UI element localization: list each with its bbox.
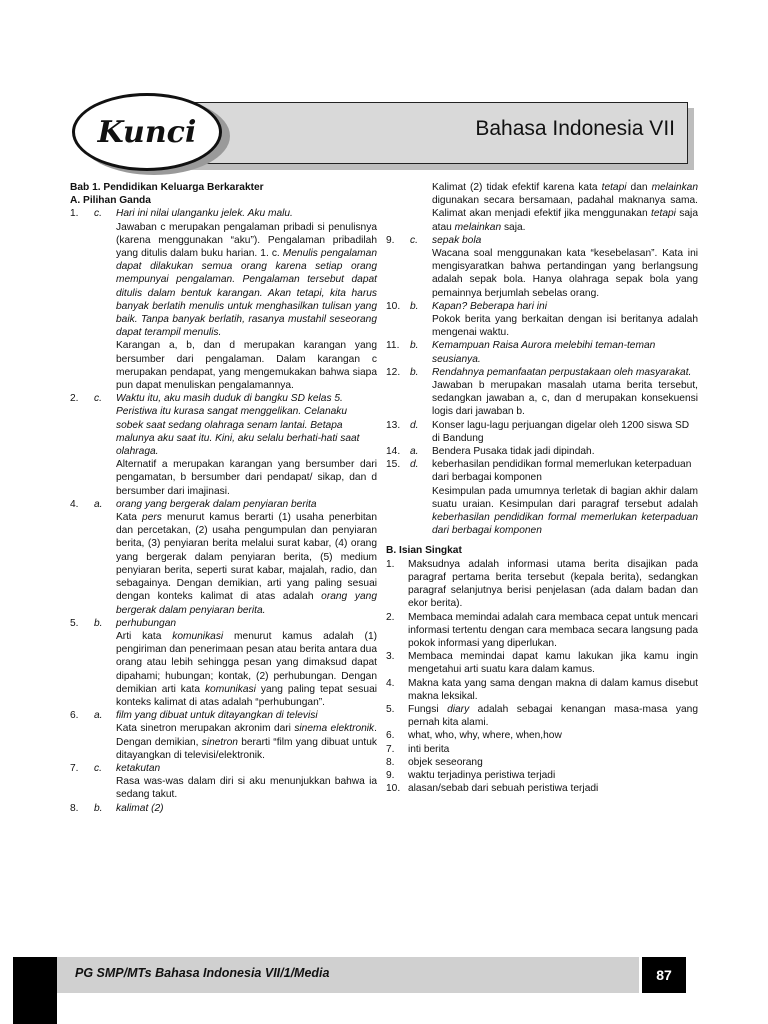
short-answer-item [386,782,698,795]
short-answer-text [408,677,698,703]
text-run: melainkan [454,221,502,233]
short-answer-item [386,729,698,742]
item-number: 14. [386,446,401,458]
text-run: adalah sebagai kenangan masa-masa yang pernah kita alami. [408,703,698,729]
text-run: Jawaban c merupakan pengalaman pribadi si penulisnya (karena menggunakan “aku”). Pengalaman pribadilah yang ditulis dalam buku harian. 1. c. [116,221,377,260]
item-number: 2. [386,611,395,623]
text-run: komunikasi [204,683,256,695]
text-run: berarti “film yang dibuat untuk ditayangkan di televisi/elektronik. [116,736,377,761]
answer-list-left [70,207,377,814]
item-number: 1. [70,208,79,220]
text-run: Konser lagu-lagu perjuangan digelar oleh 1200 siswa SD di Bandung [432,419,690,444]
text-run: Jawaban b merupakan masalah utama berita tersebut, sedangkan jawaban a, c, dan d merupakan konsekuensi logis dari jawaban b. [432,380,698,418]
explanation [70,775,377,801]
text-run: Wacana soal menggunakan kata “kesebelasan”. Kata ini mengisyaratkan bahwa pertandingan yang berlangsung adalah sepak bola. Hanya olahraga sepak bola yang pemainnya berjumlah sebelas orang. [432,248,698,299]
item-number: 8. [70,802,79,814]
short-answer-text [408,769,698,782]
answer-letter: d. [410,419,419,431]
item-number: 5. [386,703,395,715]
answer-letter: b. [410,300,419,312]
answer-text [432,234,698,247]
answer-letter: b. [410,340,419,352]
text-run: tetapi [601,182,627,193]
text-run: what, who, why, where, when,how [408,730,562,742]
short-answer-item [386,743,698,756]
text-run: sinetron [201,736,238,748]
item-number: 10. [386,783,401,795]
answer-letter: a. [410,446,419,458]
text-run: Kalimat (2) tidak efektif karena kata [432,182,602,193]
answer-text [432,445,698,458]
text-run: kalimat (2) [116,802,164,814]
explanation-extra [70,339,377,392]
item-number: 12. [386,366,401,378]
short-answer-text [408,743,698,756]
answer-text [116,709,377,722]
left-column [70,181,377,815]
answer-item [386,445,698,458]
item-number: 13. [386,419,401,431]
item-number: 10. [386,300,401,312]
text-run: waktu terjadinya peristiwa terjadi [408,769,556,781]
text-run: pers [142,512,162,524]
answer-item [70,802,377,815]
item-number: 2. [70,393,79,405]
answer-letter: d. [410,459,419,471]
short-answer-item [386,756,698,769]
answer-letter: b. [94,617,103,629]
answer-letter: a. [94,498,103,510]
explanation [386,379,698,419]
answer-text [432,339,698,365]
answer-letter: c. [94,208,102,220]
answer-text [432,366,698,379]
item-number: 4. [386,677,395,689]
text-run: Kata sinetron merupakan akronim dari [116,723,295,735]
answer-text [116,762,377,775]
text-run: komunikasi [172,630,224,642]
text-run: yang paling tepat sesuai konteks kalimat di atas adalah “perhubungan”. [116,683,377,708]
section-a-heading: A. Pilihan Ganda [70,195,151,207]
answer-letter: c. [94,762,102,774]
explanation [386,313,698,339]
text-run: dan [626,182,652,193]
answer-letter: b. [94,802,103,814]
item-number: 4. [70,498,79,510]
short-answer-text [408,782,698,795]
answer-text [432,458,698,484]
short-answer-text [408,729,698,742]
answer-item [386,339,698,365]
item-number: 7. [386,743,395,755]
answer-item [70,207,377,220]
answer-text [432,300,698,313]
short-answer-text [408,703,698,729]
explanation [70,511,377,617]
text-run: Rendahnya pemanfaatan perpustakaan oleh masyarakat. [432,366,692,378]
text-run: alasan/sebab dari sebuah peristiwa terjadi [408,783,599,795]
answer-item [386,366,698,379]
item-number: 8. [386,756,395,768]
text-run: perhubungan [116,617,177,629]
text-run: melainkan [651,182,698,193]
text-run: saja atau [432,208,698,233]
text-run: Arti kata [116,630,173,642]
text-run: Maksudnya adalah informasi utama berita disajikan pada paragraf pertama berita tersebut (kepala berita), sedangkan paragraf selanjutnya berisi penjelasan (ada dalam badan dan ekor berita). [408,558,698,610]
text-run: Pokok berita yang berkaitan dengan isi beritanya adalah mengenai waktu. [432,314,698,339]
item-number: 9. [386,234,395,246]
item-number: 11. [386,340,400,352]
explanation [70,458,377,498]
page-title: Bahasa Indonesia VII [475,117,675,140]
answer-text [116,617,377,630]
answer-item [386,300,698,313]
text-run: Kesimpulan pada umumnya terletak di bagian akhir dalam suatu uraian. Kesimpulan dari paragraf tersebut adalah [432,485,698,510]
answer-letter: c. [410,234,418,246]
text-run: saja. [501,221,526,233]
text-run: digunakan secara bersamaan, padahal maknanya sama. Kalimat akan menjadi efektif jika menggunakan [432,195,698,220]
text-run: orang yang bergerak dalam penyiaran berita [116,498,317,510]
chapter-heading: Bab 1. Pendidikan Keluarga Berkarakter [70,182,264,193]
text-run: Kapan? Beberapa hari ini [432,300,547,312]
footer-black-block [13,957,57,1024]
badge-label: Kunci [97,114,197,150]
answer-item [70,392,377,458]
text-run: Karangan a, b, dan d merupakan karangan yang bersumber dari pengalaman. Dalam karangan c merupakan pendapat, yang mengemukakan bahwa siapa pun dapat menuliskan pengalamannya. [116,340,377,392]
text-run: Bendera Pusaka tidak jadi dipindah. [432,446,595,458]
page-number-box [642,957,686,993]
text-run: Membaca memindai adalah cara membaca cepat untuk mencari informasi tertentu dengan cara membaca secara langsung pada pokok informasi yang diperlukan. [408,611,698,649]
item-number: 6. [70,710,79,722]
answer-item [386,458,698,484]
text-run: keberhasilan pendidikan formal memerlukan keterpaduan dari berbagai komponen [432,459,692,484]
short-answer-text [408,558,698,611]
answer-text [116,802,377,815]
answer-item [70,617,377,630]
short-answer-list [386,558,698,796]
answer-letter: c. [94,393,102,405]
text-run: Kemampuan Raisa Aurora melebihi teman-teman seusianya. [432,340,656,365]
continuation-paragraph [386,181,698,234]
text-run: ketakutan [116,762,161,774]
page-number: 87 [656,967,672,983]
answer-text [116,207,377,220]
explanation [70,221,377,340]
text-run: menurut kamus berarti (1) usaha penerbitan dan percetakan, (2) usaha pengumpulan dan penyiaran berita, (3) penyiaran berita melalui surat kabar, (4) orang yang bergerak dalam penyiaran berita, (5) medium penyiaran berita, seperti surat kabar, majalah, radio, dan sebagainya. Dengan demikian, arti yang paling sesuai dengan konteks kalimat di atas adalah [116,512,377,603]
text-run: inti berita [408,743,450,755]
short-answer-text [408,756,698,769]
short-answer-text [408,650,698,676]
explanation [386,485,698,538]
text-run: tetapi [651,208,676,220]
text-run: Fungsi [408,703,448,715]
item-number: 1. [386,558,395,570]
text-run: orang yang bergerak dalam penyiaran berita. [116,591,377,616]
text-run: keberhasilan pendidikan formal memerlukan keterpaduan dari berbagai komponen [432,512,698,537]
short-answer-text [408,611,698,651]
answer-text [432,419,698,445]
text-run: sinema elektronik [294,723,375,735]
text-run: Makna kata yang sama dengan makna di dalam kamus disebut makna leksikal. [408,677,698,702]
footer-bar [57,957,639,993]
explanation [386,247,698,300]
short-answer-item [386,558,698,611]
text-run: objek seseorang [408,756,483,768]
item-number: 7. [70,762,79,774]
text-run: . Dengan demikian, [116,723,377,748]
text-run: Membaca memindai dapat kamu lakukan jika kamu ingin mengetahui arti suatu kara dalam kamus. [408,651,698,676]
text-run: film yang dibuat untuk ditayangkan di televisi [116,710,318,722]
answer-list-right [386,234,698,538]
answer-text [116,498,377,511]
short-answer-item [386,650,698,676]
text-run: diary [447,703,470,715]
answer-item [70,709,377,722]
answer-item [70,762,377,775]
text-run: Rasa was-was dalam diri si aku menunjukkan bahwa ia sedang takut. [116,776,377,801]
text-run: Kata [116,512,143,524]
answer-item [70,498,377,511]
answer-text [116,392,377,458]
text-run: menurut kamus adalah (1) pengiriman dan penerimaan pesan atau berita antara dua orang atau lebih sehingga pesan yang dimaksud dapat dipahami; hubungan; kontak, (2) perhubungan. Dengan demikian arti kata [116,630,377,695]
right-column [386,181,698,795]
answer-item [386,234,698,247]
explanation [70,630,377,709]
explanation [70,722,377,762]
answer-item [386,419,698,445]
section-b-heading: B. Isian Singkat [386,545,462,557]
short-answer-item [386,611,698,651]
text-run: Menulis pengalaman dapat dilakukan semua orang karena setiap orang mempunyai pengalaman. Pengalaman tersebut dapat ditulis dalam bentuk karangan. Akan tetapi, kita harus banyak berlatih menulis untuk menghasilkan tulisan yang baik. Tanpa banyak berlatih, rasanya mustahil seseorang dapat terampil menulis. [116,248,377,339]
answer-letter: a. [94,710,103,722]
item-number: 9. [386,769,395,781]
text-run: Hari ini nilai ulanganku jelek. Aku malu. [116,208,293,220]
item-number: 15. [386,459,401,471]
text-run: Alternatif a merupakan karangan yang bersumber dari pengamatan, b bersumber dari pendapat/ sikap, dan d bersumber dari imajinasi. [116,459,377,497]
item-number: 5. [70,617,79,629]
text-run: Waktu itu, aku masih duduk di bangku SD kelas 5. Peristiwa itu kurasa sangat menggelikan. Celanaku sobek saat sedang olahraga senam lantai. Betapa malunya aku saat itu. Kini, aku selalu berhati-hati saat olahraga. [116,393,360,458]
footer-text: PG SMP/MTs Bahasa Indonesia VII/1/Media [75,966,330,980]
short-answer-item [386,769,698,782]
text-run: sepak bola [432,234,482,246]
item-number: 6. [386,730,395,742]
short-answer-item [386,703,698,729]
kunci-badge [72,93,222,171]
short-answer-item [386,677,698,703]
answer-letter: b. [410,366,419,378]
item-number: 3. [386,651,395,663]
